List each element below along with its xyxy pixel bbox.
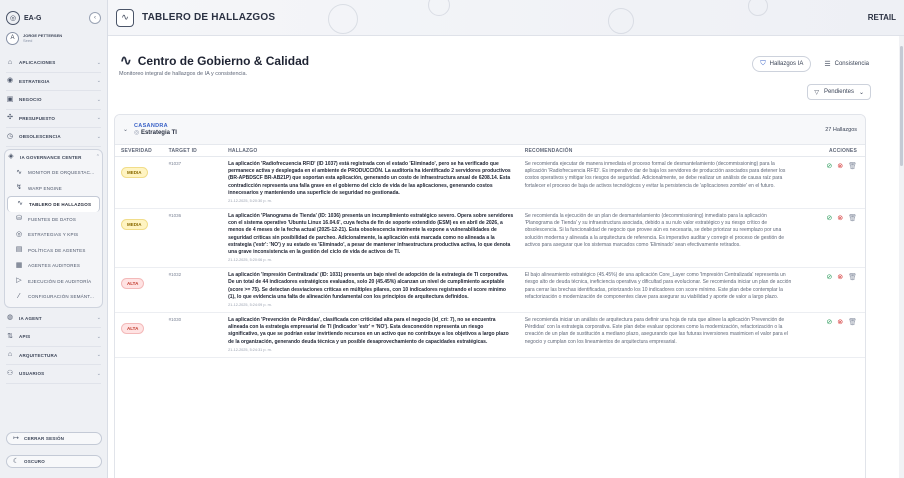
group-header[interactable]	[115, 115, 865, 145]
sidebar-item-label: AGENTES AUDITORES	[28, 263, 81, 269]
logout-button[interactable]	[6, 432, 102, 445]
approve-icon[interactable]: ⊘	[826, 163, 833, 170]
chevron-down-icon: ⌄	[96, 352, 101, 359]
filter-icon: ▽	[814, 89, 819, 96]
target-icon: ◎	[15, 230, 23, 238]
target-icon: ◎	[134, 130, 141, 136]
tenant-label: RETAIL	[867, 13, 896, 22]
finding-text: La aplicación 'Radiofrecuencia RFID' (ID 1037) está registrada con el estado 'Eliminado', pero se ha verificado que permanece activa y desplegada en el ambiente de PRODUCCIÓN. La auditoría ha identificado 2 servidores productivos (BR-APBDSCF BR-AB21P) que soportan esta aplicación, generando un costo de infraestructura anual de 6208.14. Esta contradicción representa una falla grave en el gobierno del ciclo de vida de las aplicaciones, generando costos innecesarios y manteniendo una superficie de seguridad no gestionada.	[228, 161, 511, 196]
user-role: Seed	[23, 38, 33, 43]
chevron-down-icon: ⌄	[96, 133, 101, 140]
finding-date: 21-12-2025, 5:24:31 p. m.	[228, 347, 272, 352]
sidebar-item-obsolescencia[interactable]	[6, 128, 101, 147]
clock-icon: ◷	[6, 132, 14, 140]
table-header	[115, 145, 865, 157]
sidebar-item-aplicaciones[interactable]	[6, 54, 101, 73]
column-header: ACCIONES	[828, 147, 857, 154]
strategy-name	[134, 129, 177, 136]
sidebar-item-label: ESTRATEGIA	[19, 78, 50, 84]
policy-icon: ▤	[15, 246, 23, 254]
scrollbar[interactable]	[899, 36, 904, 478]
brand-name: EA-G	[24, 14, 42, 22]
theme-toggle-button[interactable]	[6, 455, 102, 468]
reject-icon[interactable]: ⊗	[837, 215, 844, 223]
chevron-down-icon: ⌄	[96, 78, 101, 85]
chevron-down-icon: ⌄	[96, 333, 101, 340]
activity-icon: ∿	[120, 52, 132, 68]
recommendation-text: Se recomienda ejecutar de manera inmediata el proceso formal de desmantelamiento (decommissioning) para la aplicación 'Radiofrecuencia RFID'. Es imperativo dar de baja los servidores de producción asociados para detener los costos operativos y mitigar los riesgos de seguridad. Adicionalmente, se debe realizar un análisis de causa raíz para fortalecer el proceso de baja de activos tecnológicos y evitar la persistencia de 'aplicaciones zombie' en el futuro.	[524, 161, 786, 189]
reject-icon[interactable]: ⊗	[837, 274, 844, 282]
play-icon: ▷	[16, 277, 22, 285]
severity-badge: ALTA	[121, 278, 144, 289]
sidebar-item-label: FUENTES DE DATOS	[28, 216, 77, 222]
sidebar-item-label: EJECUCIÓN DE AUDITORÍA	[28, 278, 92, 284]
logout-label: CERRAR SESIÓN	[24, 436, 65, 441]
page-title: Centro de Gobierno & Calidad	[137, 53, 310, 68]
api-icon: ⇅	[7, 332, 13, 340]
severity-badge: MEDIA	[121, 219, 148, 230]
sidebar-item-label: ESTRATEGIAS Y KPIS	[28, 232, 79, 238]
reject-icon[interactable]: ⊗	[837, 163, 844, 170]
activity-icon: ∿	[16, 168, 22, 176]
moon-icon: ☾	[12, 457, 20, 465]
recommendation-text: Se recomienda iniciar un análisis de arquitectura para definir una hoja de ruta que alinee la aplicación 'Prevención de Pérdidas' con la estrategia corporativa. Este plan debe evaluar opciones como la modernización, refactorización o la creación de un plan de sustitución a mediano plazo, asegurando que las futuras inversiones maximicen el valor para el negocio y cumplan con los lineamientos de arquitectura empresarial.	[524, 317, 788, 345]
users-icon: ⚇	[6, 369, 14, 377]
scrollbar-thumb[interactable]	[900, 46, 903, 166]
column-header: TARGET ID	[168, 147, 197, 154]
sidebar-item-label: USUARIOS	[19, 371, 45, 377]
target-id: #1037	[168, 161, 182, 166]
trash-icon[interactable]: 🗑	[848, 163, 857, 170]
severity-badge: MEDIA	[121, 167, 148, 178]
user-name: JORGE PETTERSEN	[23, 33, 63, 38]
avatar: A	[6, 32, 19, 45]
table-row	[115, 157, 865, 209]
target-id: #1030	[168, 317, 182, 323]
sidebar-subitem-warp[interactable]	[7, 181, 100, 197]
chevron-down-icon: ⌄	[96, 370, 101, 377]
approve-icon[interactable]: ⊘	[826, 215, 833, 223]
chevron-down-icon[interactable]: ⌄	[123, 127, 129, 133]
sidebar-item-label: NEGOCIO	[19, 97, 42, 103]
sidebar-subitem-config[interactable]	[7, 289, 100, 305]
findings-count: 27 Hallazgos	[825, 126, 857, 133]
sidebar-subitem-politicas[interactable]	[7, 243, 100, 259]
target-id: #1032	[168, 272, 182, 278]
sidebar-item-ia-governance[interactable]	[7, 150, 100, 166]
topbar-title: TABLERO DE HALLAZGOS	[142, 12, 276, 23]
target-icon: ◉	[6, 77, 14, 85]
finding-text: La aplicación 'Impresión Centralizada' (ID: 1031) presenta un bajo nivel de adopción de la estrategia de TI corporativa. De un total de 44 indicadores estratégicos evaluados, solo 20 (45.45%) alcanzan un nivel de cumplimiento aceptable (score >= 75). Se detectan desviaciones críticas en múltiples pilares, con 10 indicadores registrando el score mínimo (1), lo que evidencia una falta de alineación fundamental con los principios de arquitectura definidos.	[228, 272, 509, 300]
sidebar	[0, 0, 108, 478]
status-filter-select[interactable]	[807, 84, 871, 100]
sidebar-item-label: IA GOVERNANCE CENTER	[20, 154, 82, 160]
user-profile[interactable]	[6, 28, 101, 48]
agent-name: CASANDRA	[134, 123, 168, 129]
warp-icon: ↯	[16, 184, 22, 192]
table-row	[115, 209, 865, 268]
sidebar-item-label: PRESUPUESTO	[19, 115, 56, 121]
trash-icon[interactable]: 🗑	[848, 215, 857, 223]
database-icon: ⛁	[16, 215, 22, 223]
sidebar-subitem-monitor[interactable]	[7, 165, 100, 181]
severity-badge: ALTA	[121, 323, 144, 334]
topbar	[108, 0, 904, 36]
finding-date: 21-12-2025, 5:20:06 p. m.	[228, 258, 272, 263]
sidebar-item-arquitectura[interactable]	[6, 347, 101, 366]
table-row	[115, 313, 865, 358]
finding-date: 21-12-2025, 5:20:30 p. m.	[228, 199, 272, 204]
decoration-circle	[328, 4, 358, 34]
approve-icon[interactable]: ⊘	[826, 274, 833, 282]
page-header	[120, 52, 309, 77]
shield-icon: ⛉	[760, 60, 766, 67]
sidebar-subitem-agentes[interactable]	[7, 258, 100, 274]
chevron-left-icon[interactable]: ‹	[89, 12, 101, 24]
column-header: HALLAZGO	[228, 147, 258, 154]
reject-icon[interactable]: ⊗	[837, 319, 844, 327]
sidebar-item-apis[interactable]	[6, 328, 101, 347]
brain-icon: ◈	[8, 153, 14, 161]
finding-text: La aplicación 'Planograma de Tienda' (ID: 1036) presenta un incumplimiento estratégico severo. Opera sobre servidores con el sistema operativo 'Ubuntu Linux 16.04.6', cuya fecha de fin de soporte extendido (ESM) es en abril de 2026, a menos de 4 meses de la fecha actual (2025-12-21). Esta obsolescencia inminente la expone a vulnerabilidades de seguridad críticas sin posibilidad de parcheo. Adicionalmente, la aplicación está marcada como no alineada a la estrategia ('estr': 'NO') y su estado es 'Eliminado', a pesar de mantener infraestructura productiva activa, lo que denota una grave inconsistencia en la gestión del ciclo de vida de activos de TI.	[228, 213, 514, 256]
sidebar-item-presupuesto[interactable]	[6, 110, 101, 129]
chevron-down-icon: ⌄	[858, 89, 864, 96]
chevron-up-icon: ⌃	[95, 154, 100, 161]
page-subtitle: Monitoreo integral de hallazgos de IA y consistencia.	[119, 71, 248, 77]
briefcase-icon: ▣	[6, 95, 14, 103]
decoration-circle	[608, 8, 634, 34]
apps-icon: ⌂	[7, 58, 13, 66]
recommendation-text: El bajo alineamiento estratégico (45.45%) de una aplicación Core_Layer como 'Impresión Centralizada' representa un riesgo alto de deuda técnica, ineficiencia operativa y dificultad para evolucionar. Se recomienda iniciar un plan de acción para cerrar las brechas identificadas, priorizando los 10 indicadores con score mínimo. Este plan debe contemplar la refactorización o modernización de componentes clave para asegurar su viabilidad y aporte de valor a largo plazo.	[524, 272, 792, 300]
findings-group-card	[114, 114, 866, 478]
theme-label: OSCURO	[24, 459, 45, 464]
finding-date: 21-12-2025, 5:24:09 p. m.	[228, 303, 272, 308]
sidebar-item-negocio[interactable]	[6, 91, 101, 110]
agent-icon: ▦	[15, 261, 23, 269]
sidebar-item-label: CONFIGURACIÓN SEMÁNT...	[28, 294, 95, 300]
sidebar-item-label: IA AGENT	[19, 315, 42, 321]
sidebar-item-usuarios[interactable]	[6, 365, 101, 384]
activity-icon: ∿	[17, 200, 23, 208]
sidebar-item-label: POLÍTICAS DE AGENTES	[28, 247, 86, 253]
finding-text: La aplicación 'Prevención de Pérdidas', clasificada con criticidad alta para el negocio (id_cri: 7), no se encuentra alineada con la estrategia empresarial de TI (Indicador 'estr' = 'NO'). Esta desconexión representa un riesgo significativo, ya que se podrían estar invirtiendo recursos en un activo que no contribuye a los objetivos a largo plazo de la organización, generando deuda técnica y un posible desaprovechamiento de capacidades estratégicas.	[228, 317, 509, 345]
main-content	[108, 36, 904, 478]
chevron-down-icon: ⌄	[96, 315, 101, 322]
bot-icon: ◍	[6, 314, 14, 322]
sidebar-item-label: ARQUITECTURA	[19, 352, 58, 358]
wand-icon: ⁄	[18, 292, 20, 300]
trash-icon[interactable]: 🗑	[848, 274, 857, 282]
logout-icon: ↦	[13, 434, 19, 442]
approve-icon[interactable]: ⊘	[826, 319, 833, 327]
target-id: #1036	[168, 213, 182, 219]
tab-hallazgos-ia[interactable]	[752, 56, 811, 72]
sidebar-subitem-fuentes[interactable]	[7, 212, 100, 228]
column-header: SEVERIDAD	[121, 147, 152, 154]
chevron-down-icon: ⌄	[96, 59, 101, 66]
sidebar-subitem-estrategias[interactable]	[7, 227, 100, 243]
view-tabs	[752, 56, 876, 72]
sidebar-item-label: WARP ENGINE	[28, 185, 62, 191]
chevron-down-icon: ⌄	[96, 115, 101, 122]
table-row	[115, 268, 865, 313]
tab-label: Hallazgos IA	[769, 61, 804, 67]
strategy-label: Estrategia TI	[140, 130, 177, 136]
recommendation-text: Se recomienda la ejecución de un plan de desmantelamiento (decommissioning) inmediato para la aplicación 'Planograma de Tienda' y su infraestructura asociada, debido a su nulo valor estratégico y su riesgo crítico de obsolescencia. Si la funcionalidad de negocio que provee aún es necesaria, se debe priorizar su reemplazo por una solución moderna y alineada a la arquitectura de referencia. Es imperativo auditar y corregir el proceso de gestión de activos para asegurar que los sistemas marcados como 'Eliminado' sean efectivamente retirados.	[524, 213, 784, 248]
sidebar-item-label: TABLERO DE HALLAZGOS	[29, 201, 92, 207]
building-icon: ⌂	[7, 351, 13, 359]
list-icon: ☰	[824, 61, 831, 68]
sidebar-item-ia-agent[interactable]	[6, 310, 101, 329]
column-header: RECOMENDACIÓN	[524, 147, 573, 154]
logo-icon: ◎	[6, 11, 20, 25]
sidebar-item-label: MONITOR DE ORQUESTAC...	[28, 170, 95, 176]
trash-icon[interactable]: 🗑	[848, 319, 857, 327]
sidebar-subitem-tablero[interactable]	[7, 196, 100, 212]
sidebar-item-label: APIS	[19, 334, 31, 340]
tab-label: Consistencia	[834, 61, 869, 67]
filter-value: Pendientes	[823, 89, 854, 95]
activity-icon: ∿	[116, 9, 134, 27]
sidebar-subitem-ejecucion[interactable]	[7, 274, 100, 290]
sidebar-item-label: APLICACIONES	[19, 60, 56, 66]
money-icon: ✣	[7, 114, 13, 122]
tab-consistencia[interactable]	[817, 56, 876, 72]
sidebar-group-ia-governance	[4, 149, 103, 308]
sidebar-item-label: OBSOLESCENCIA	[19, 134, 61, 140]
sidebar-item-estrategia[interactable]	[6, 73, 101, 92]
chevron-down-icon: ⌄	[96, 96, 101, 103]
